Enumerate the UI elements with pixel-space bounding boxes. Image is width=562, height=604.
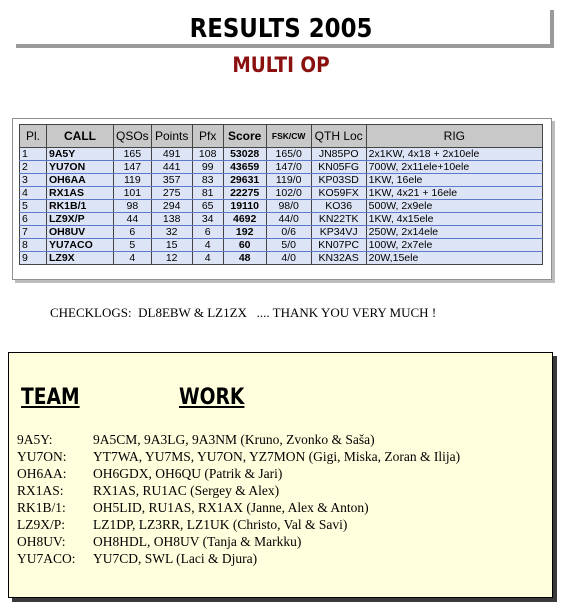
cell-qth-loc: KO59FX (311, 187, 366, 200)
cell-qsos: 44 (114, 213, 152, 226)
cell-rig: 250W, 2x14ele (366, 226, 542, 239)
table-row (20, 148, 543, 161)
cell-call: OH6AA (47, 174, 114, 187)
cell-fskcw: 44/0 (266, 213, 311, 226)
cell-pfx: 6 (192, 226, 223, 239)
cell-fskcw: 147/0 (266, 161, 311, 174)
cell-qsos: 98 (114, 200, 152, 213)
cell-qth-loc: JN85PO (311, 148, 366, 161)
col-header-pfx: Pfx (192, 125, 223, 148)
cell-call: LZ9X/P (47, 213, 114, 226)
team-call: LZ9X/P: (17, 517, 66, 532)
cell-score: 29631 (223, 174, 266, 187)
cell-qth-loc: KO36 (311, 200, 366, 213)
checklogs-note: CHECKLOGS: DL8EBW & LZ1ZX .... THANK YOU VERY MUCH ! (50, 305, 437, 320)
cell-pfx: 99 (192, 161, 223, 174)
cell-place: 2 (20, 161, 47, 174)
cell-pfx: 4 (192, 252, 223, 265)
cell-score: 48 (223, 252, 266, 265)
col-header-qth-loc: QTH Loc (311, 125, 366, 148)
table-header-row (20, 125, 543, 148)
team-operators: YT7WA, YU7MS, YU7ON, YZ7MON (Gigi, Miska, Zoran & Ilija) (93, 449, 461, 464)
cell-qth-loc: KN05FG (311, 161, 366, 174)
cell-place: 5 (20, 200, 47, 213)
team-call: YU7ON: (17, 449, 67, 464)
table-row (20, 239, 543, 252)
cell-fskcw: 165/0 (266, 148, 311, 161)
team-operators: LZ1DP, LZ3RR, LZ1UK (Christo, Val & Savi) (93, 517, 348, 532)
page-title: RESULTS 2005 (189, 14, 373, 44)
cell-points: 12 (151, 252, 192, 265)
team-heading-left: TEAM (21, 385, 80, 410)
col-header-points: Points (151, 125, 192, 148)
cell-call: OH8UV (47, 226, 114, 239)
cell-fskcw: 98/0 (266, 200, 311, 213)
cell-rig: 100W, 2x7ele (366, 239, 542, 252)
team-row (17, 482, 460, 499)
cell-fskcw: 5/0 (266, 239, 311, 252)
cell-place: 4 (20, 187, 47, 200)
team-row (17, 465, 460, 482)
team-work-box (8, 352, 553, 598)
cell-rig: 500W, 2x9ele (366, 200, 542, 213)
cell-points: 15 (151, 239, 192, 252)
cell-points: 491 (151, 148, 192, 161)
cell-qsos: 5 (114, 239, 152, 252)
team-operators: 9A5CM, 9A3LG, 9A3NM (Kruno, Zvonko & Saša) (93, 432, 375, 447)
col-header-call: CALL (47, 125, 114, 148)
cell-points: 357 (151, 174, 192, 187)
cell-rig: 1KW, 4x21 + 16ele (366, 187, 542, 200)
cell-qth-loc: KP03SD (311, 174, 366, 187)
team-call: OH8UV: (17, 534, 66, 549)
cell-qsos: 165 (114, 148, 152, 161)
cell-qsos: 147 (114, 161, 152, 174)
cell-score: 4692 (223, 213, 266, 226)
cell-points: 138 (151, 213, 192, 226)
team-heading-right: WORK (179, 385, 245, 410)
table-row (20, 161, 543, 174)
col-header-fskcw: FSK/CW (266, 125, 311, 148)
cell-call: YU7ON (47, 161, 114, 174)
col-header-score: Score (223, 125, 266, 148)
team-call: RX1AS: (17, 483, 64, 498)
cell-qsos: 6 (114, 226, 152, 239)
cell-rig: 1KW, 4x15ele (366, 213, 542, 226)
team-operators: OH8HDL, OH8UV (Tanja & Markku) (93, 534, 302, 549)
cell-points: 441 (151, 161, 192, 174)
table-row (20, 213, 543, 226)
cell-pfx: 34 (192, 213, 223, 226)
team-call: OH6AA: (17, 466, 67, 481)
cell-rig: 2x1KW, 4x18 + 2x10ele (366, 148, 542, 161)
cell-rig: 700W, 2x11ele+10ele (366, 161, 542, 174)
team-call: YU7ACO: (17, 551, 76, 566)
cell-pfx: 108 (192, 148, 223, 161)
table-row (20, 187, 543, 200)
cell-fskcw: 4/0 (266, 252, 311, 265)
team-row (17, 533, 460, 550)
results-table (19, 124, 543, 265)
cell-pfx: 65 (192, 200, 223, 213)
cell-points: 32 (151, 226, 192, 239)
team-call: RK1B/1: (17, 500, 66, 515)
cell-pfx: 4 (192, 239, 223, 252)
cell-score: 43659 (223, 161, 266, 174)
table-row (20, 174, 543, 187)
cell-fskcw: 102/0 (266, 187, 311, 200)
cell-qsos: 101 (114, 187, 152, 200)
cell-place: 8 (20, 239, 47, 252)
cell-place: 3 (20, 174, 47, 187)
cell-score: 60 (223, 239, 266, 252)
cell-qsos: 119 (114, 174, 152, 187)
cell-call: RX1AS (47, 187, 114, 200)
table-row (20, 200, 543, 213)
table-row (20, 252, 543, 265)
col-header-qsos: QSOs (114, 125, 152, 148)
team-row (17, 550, 460, 567)
cell-score: 192 (223, 226, 266, 239)
title-banner (12, 6, 550, 44)
team-row (17, 448, 460, 465)
cell-place: 9 (20, 252, 47, 265)
team-operators: OH6GDX, OH6QU (Patrik & Jari) (93, 466, 283, 481)
cell-rig: 20W,15ele (366, 252, 542, 265)
cell-points: 294 (151, 200, 192, 213)
team-operators: RX1AS, RU1AC (Sergey & Alex) (93, 483, 280, 498)
cell-call: RK1B/1 (47, 200, 114, 213)
cell-qth-loc: KN32AS (311, 252, 366, 265)
cell-score: 53028 (223, 148, 266, 161)
col-header-rig: RIG (366, 125, 542, 148)
team-row (17, 499, 460, 516)
cell-place: 6 (20, 213, 47, 226)
cell-qth-loc: KN22TK (311, 213, 366, 226)
page-subtitle: MULTI OP (232, 53, 330, 77)
cell-fskcw: 119/0 (266, 174, 311, 187)
cell-points: 275 (151, 187, 192, 200)
cell-place: 7 (20, 226, 47, 239)
team-list (17, 431, 460, 567)
table-row (20, 226, 543, 239)
cell-rig: 1KW, 16ele (366, 174, 542, 187)
cell-call: YU7ACO (47, 239, 114, 252)
cell-call: LZ9X (47, 252, 114, 265)
team-operators: YU7CD, SWL (Laci & Djura) (93, 551, 258, 566)
team-row (17, 431, 460, 448)
results-table-frame (12, 118, 552, 280)
cell-qth-loc: KP34VJ (311, 226, 366, 239)
team-call: 9A5Y: (17, 432, 53, 447)
cell-pfx: 81 (192, 187, 223, 200)
cell-call: 9A5Y (47, 148, 114, 161)
cell-score: 22275 (223, 187, 266, 200)
cell-fskcw: 0/6 (266, 226, 311, 239)
cell-qth-loc: KN07PC (311, 239, 366, 252)
cell-pfx: 83 (192, 174, 223, 187)
team-operators: OH5LID, RU1AS, RX1AX (Janne, Alex & Anton) (93, 500, 369, 515)
cell-place: 1 (20, 148, 47, 161)
col-header-place: Pl. (20, 125, 47, 148)
cell-score: 19110 (223, 200, 266, 213)
cell-qsos: 4 (114, 252, 152, 265)
team-row (17, 516, 460, 533)
